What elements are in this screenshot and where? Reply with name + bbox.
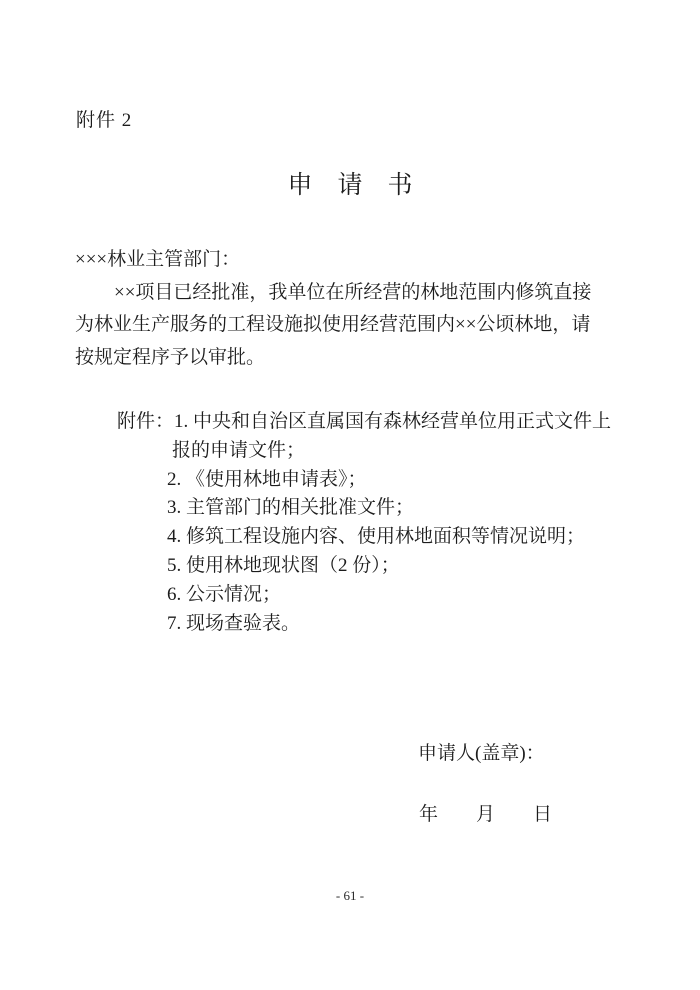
attachment-item-text: 1. 中央和自治区直属国有森林经营单位用正式文件上: [174, 411, 612, 432]
attachment-item-7: 7. 现场查验表。: [167, 612, 301, 634]
attachment-item-1-continuation: 报的申请文件；: [172, 439, 306, 461]
salutation: ×××林业主管部门：: [75, 249, 241, 270]
body-line: 为林业生产服务的工程设施拟使用经营范围内××公顷林地，请: [75, 314, 591, 335]
document-title: 申 请 书: [287, 172, 413, 199]
attachment-number-label: 附件 2: [76, 110, 133, 131]
attachments-label: 附件：: [117, 411, 175, 432]
date-line: 年 月 日: [419, 804, 553, 825]
attachment-item-1: [117, 408, 637, 437]
applicant-seal-label: 申请人(盖章)：: [418, 743, 545, 764]
attachment-item-5: 5. 使用林地现状图（2 份）；: [167, 554, 400, 576]
page-number: - 61 -: [335, 888, 365, 903]
body-line: ××项目已经批准，我单位在所经营的林地范围内修筑直接: [114, 281, 592, 303]
attachments-list: [117, 408, 637, 638]
attachment-item-3: 3. 主管部门的相关批准文件；: [167, 497, 415, 519]
body-paragraphs: [75, 244, 627, 374]
attachment-item-6: 6. 公示情况；: [167, 583, 282, 605]
body-line: 按规定程序予以审批。: [75, 346, 266, 368]
attachment-item-2: 2. 《使用林地申请表》；: [167, 468, 367, 490]
attachment-item-4: 4. 修筑工程设施内容、使用林地面积等情况说明；: [167, 526, 586, 548]
